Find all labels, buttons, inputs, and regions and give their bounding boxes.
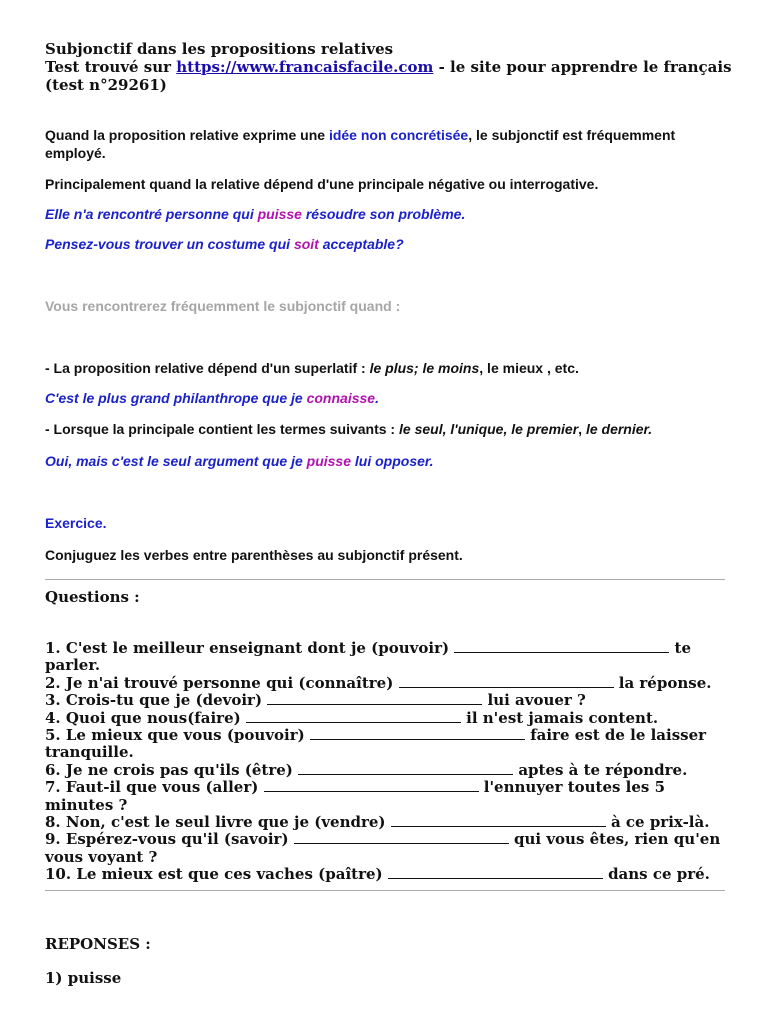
principal-rule: Principalement quand la relative dépend d'une principale négative ou interrogative. <box>45 176 599 192</box>
answers-heading: REPONSES : <box>45 935 151 953</box>
divider <box>45 890 725 891</box>
intro-paragraph: Quand la proposition relative exprime une idée non concrétisée, le subjonctif est fréquemment employé. <box>45 127 676 161</box>
question-item: 3. Crois-tu que je (devoir) lui avouer ? <box>45 691 586 710</box>
example-2: Pensez-vous trouver un costume qui soit acceptable? <box>45 236 404 252</box>
answer-blank[interactable] <box>391 814 606 827</box>
exercise-instruction: Conjuguez les verbes entre parenthèses au subjonctif présent. <box>45 547 463 563</box>
example-3: C'est le plus grand philanthrope que je connaisse. <box>45 390 379 406</box>
answer-blank[interactable] <box>246 710 461 723</box>
answer-blank[interactable] <box>454 640 669 653</box>
answer-item: 1) puisse <box>45 969 122 987</box>
answer-blank[interactable] <box>388 866 603 879</box>
test-number: (test n°29261) <box>45 76 167 94</box>
document-header <box>45 40 732 94</box>
exercise-label: Exercice. <box>45 515 107 531</box>
source-line: Test trouvé sur https://www.francaisfacile.com - le site pour apprendre le français <box>45 58 732 76</box>
answer-blank[interactable] <box>264 779 479 792</box>
answer-blank[interactable] <box>294 831 509 844</box>
question-item: 1. C'est le meilleur enseignant dont je (pouvoir) te parler. <box>45 639 691 675</box>
question-item: 7. Faut-il que vous (aller) l'ennuyer toutes les 5 minutes ? <box>45 778 666 814</box>
rule-terms: - Lorsque la principale contient les termes suivants : le seul, l'unique, le premier, le dernier. <box>45 421 653 437</box>
question-item: 6. Je ne crois pas qu'ils (être) aptes à te répondre. <box>45 760 688 779</box>
answer-blank[interactable] <box>399 675 614 688</box>
divider <box>45 579 725 580</box>
highlight-term: idée non concrétisée <box>328 127 469 143</box>
question-item: 8. Non, c'est le seul livre que je (vendre) à ce prix-là. <box>45 813 710 832</box>
example-4: Oui, mais c'est le seul argument que je puisse lui opposer. <box>45 453 434 469</box>
question-item: 4. Quoi que nous(faire) il n'est jamais content. <box>45 708 659 727</box>
questions-list <box>45 640 735 884</box>
document-title: Subjonctif dans les propositions relatives <box>45 40 394 58</box>
questions-heading: Questions : <box>45 588 140 606</box>
question-item: 2. Je n'ai trouvé personne qui (connaître) la réponse. <box>45 673 712 692</box>
example-1: Elle n'a rencontré personne qui puisse résoudre son problème. <box>45 206 466 222</box>
answer-blank[interactable] <box>310 727 525 740</box>
question-item: 10. Le mieux est que ces vaches (paître) dans ce pré. <box>45 865 710 884</box>
answer-blank[interactable] <box>267 692 482 705</box>
gray-note: Vous rencontrerez fréquemment le subjonctif quand : <box>45 298 401 314</box>
site-link[interactable]: https://www.francaisfacile.com <box>176 58 434 76</box>
question-item: 9. Espérez-vous qu'il (savoir) qui vous êtes, rien qu'en vous voyant ? <box>45 830 721 866</box>
answer-blank[interactable] <box>298 762 513 775</box>
rule-superlative: - La proposition relative dépend d'un superlatif : le plus; le moins, le mieux , etc. <box>45 360 579 376</box>
question-item: 5. Le mieux que vous (pouvoir) faire est de le laisser tranquille. <box>45 726 707 762</box>
